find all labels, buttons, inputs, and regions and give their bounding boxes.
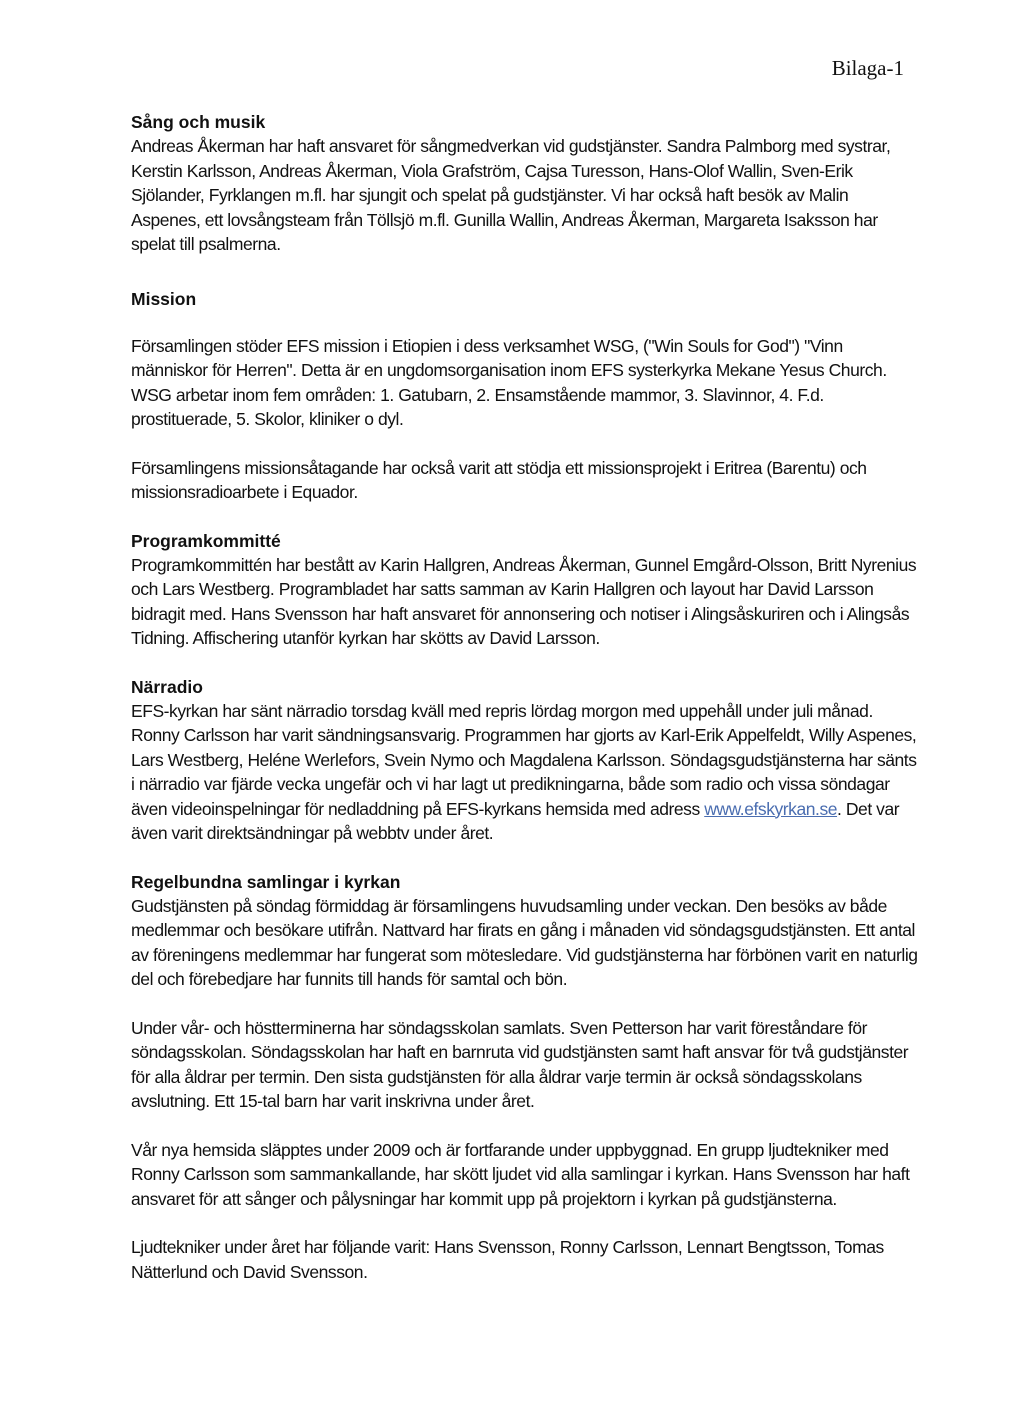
paragraph-mission-2: Församlingens missionsåtagande har också varit att stödja ett missionsprojekt i Eritrea (Barentu) och missionsradioarbete i Equador. [131,457,867,502]
paragraph-programkommitte: Programkommittén har bestått av Karin Hallgren, Andreas Åkerman, Gunnel Emgård-Olsson, Britt Nyrenius och Lars Westberg. Programbladet har satts samman av Karin Hallgren och layout har David Larsson bidragit med. Hans Svensson har haft ansvaret för annonsering och notiser i Alingsåskuriren och i Alingsås Tidning. Affischering utanför kyrkan har skötts av David Larsson. [131,554,917,648]
heading-narradio: Närradio [131,676,203,697]
paragraph-mission-1: Församlingen stöder EFS mission i Etiopien i dess verksamhet WSG, ("Win Souls for God") "Vinn människor för Herren". Detta är en ungdomsorganisation inom EFS systerkyrka Mekane Yesus Church. WSG arbetar inom fem områden: 1. Gatubarn, 2. Ensamstående mammor, 3. Slavinnor, 4. F.d. prostituerade, 5. Skolor, kliniker o dyl. [131,335,887,429]
heading-regelbundna-samlingar: Regelbundna samlingar i kyrkan [131,871,401,892]
heading-programkommitte: Programkommitté [131,530,281,551]
heading-mission: Mission [131,288,197,309]
document-content [131,110,921,1284]
section-programkommitte [131,529,921,651]
paragraph-sang-och-musik: Andreas Åkerman har haft ansvaret för sångmedverkan vid gudstjänster. Sandra Palmborg med systrar, Kerstin Karlsson, Andreas Åkerman, Viola Grafström, Cajsa Turesson, Hans-Olof Wallin, Sven-Erik Sjölander, Fyrklangen m.fl. har sjungit och spelat på gudstjänster. Vi har också haft besök av Malin Aspenes, ett lovsångsteam från Töllsjö m.fl. Gunilla Wallin, Andreas Åkerman, Margareta Isaksson har spelat till psalmerna. [131,136,891,254]
paragraph-regelbundna-1: Gudstjänsten på söndag förmiddag är församlingens huvudsamling under veckan. Den besöks av både medlemmar och besökare utifrån. Nattvard har firats en gång i månaden vid söndagsgudstjänsten. Ett antal av föreningens medlemmar har fungerat som mötesledare. Vid gudstjänsterna har förbönen varit en naturlig del och förebedjare har funnits till hands för samtal och bön. [131,895,918,989]
section-sang-och-musik [131,110,921,257]
narradio-text-after-link: . Det var även varit direktsändningar på webbtv under året. [131,798,900,843]
section-narradio [131,675,921,846]
paragraph-regelbundna-3: Vår nya hemsida släpptes under 2009 och är fortfarande under uppbyggnad. En grupp ljudtekniker med Ronny Carlsson som sammankallande, har skött ljudet vid alla samlingar i kyrkan. Hans Svensson har haft ansvaret för att sånger och pålysningar har kommit upp på projektorn i kyrkan på gudstjänsterna. [131,1139,910,1209]
page-label: Bilaga-1 [831,56,904,80]
section-regelbundna-samlingar [131,870,921,1285]
section-mission [131,287,921,505]
paragraph-regelbundna-2: Under vår- och höstterminerna har söndagsskolan samlats. Sven Petterson har varit föreståndare för söndagsskolan. Söndagsskolan har haft en barnruta vid gudstjänsten samt haft ansvar för två gudstjänster för alla åldrar per termin. Den sista gudstjänsten för alla åldrar varje termin är också söndagsskolans avslutning. Ett 15-tal barn har varit inskrivna under året. [131,1017,909,1111]
efskyrkan-website-link[interactable]: www.efskyrkan.se [704,798,838,819]
paragraph-regelbundna-4: Ljudtekniker under året har följande varit: Hans Svensson, Ronny Carlsson, Lennart Bengtsson, Tomas Nätterlund och David Svensson. [131,1237,884,1282]
heading-sang-och-musik: Sång och musik [131,112,266,132]
paragraph-narradio [131,699,921,846]
narradio-text-before-link: EFS-kyrkan har sänt närradio torsdag kväll med repris lördag morgon med uppehåll under juli månad. Ronny Carlsson har varit sändningsansvarig. Programmen har gjorts av Karl-Erik Appelfeldt, Willy Aspenes, Lars Westberg, Heléne Werlefors, Svein Nymo och Magdalena Karlsson. Söndagsgudstjänsterna har sänts i närradio var fjärde vecka ungefär och vi har lagt ut predikningarna, både som radio och vissa söndagar även videoinspelningar för nedladdning på EFS-kyrkans hemsida med adress [131,700,917,819]
